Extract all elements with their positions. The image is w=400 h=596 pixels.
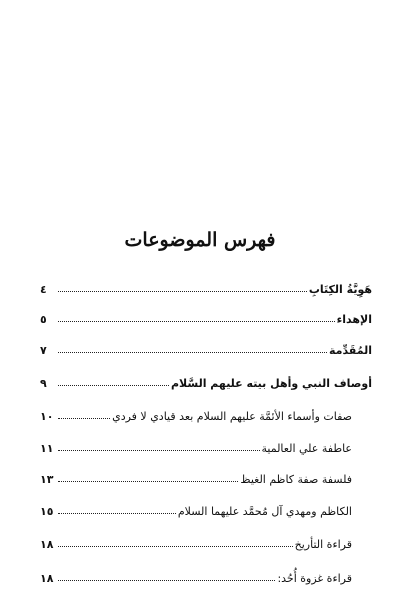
toc-leader-dots (58, 481, 238, 482)
toc-entry (40, 335, 372, 357)
toc-entry (40, 304, 372, 326)
toc-entry-label: المُقَدِّمة (328, 344, 372, 357)
toc-leader-dots (58, 450, 260, 451)
toc-entry (40, 563, 372, 585)
toc-entry-label: الكاظم ومهدي آل مُحمَّد عليهما السلام (177, 505, 352, 518)
toc-entry-page: ١٥ (40, 505, 54, 518)
toc-entry-label: قراءة غزوة أُحُد: (277, 572, 352, 585)
toc-entry-label: هَوِيَّةُ الكِتَابِ (308, 283, 372, 296)
toc-leader-dots (58, 580, 275, 581)
toc-leader-dots (58, 352, 327, 353)
toc-entry-label: أوصاف النبي وأهل بيته عليهم السَّلام (170, 377, 372, 390)
toc-entry (40, 529, 372, 551)
toc-entry-page: ٩ (40, 377, 47, 390)
toc-title: فهرس الموضوعات (124, 229, 276, 251)
toc-entry (40, 401, 372, 423)
toc-entry-label: صفات وأسماء الأئمَّة عليهم السلام بعد قيادي لا فردي (112, 410, 352, 423)
toc-entry-page: ١١ (40, 442, 54, 455)
toc-entry-page: ٥ (40, 313, 47, 326)
toc-entry-page: ٤ (40, 283, 47, 296)
toc-entry-page: ١٨ (40, 538, 54, 551)
toc-entry-label: قراءة التأريخ (294, 538, 352, 551)
toc-entry (40, 496, 372, 518)
toc-entry-page: ٧ (40, 344, 47, 357)
toc-leader-dots (58, 291, 307, 292)
toc-entry (40, 433, 372, 455)
toc-entry-label: عاطفة علي العالمية (261, 442, 352, 455)
toc-entry-label: فلسفة صفة كاظم الغيظ (240, 473, 352, 486)
toc-entry-label: الإهداء (336, 313, 372, 326)
toc-entry (40, 274, 372, 296)
toc-entry-page: ١٠ (40, 410, 54, 423)
toc-leader-dots (58, 385, 169, 386)
toc-leader-dots (58, 546, 293, 547)
toc-entry (40, 368, 372, 390)
toc-entry-page: ١٨ (40, 572, 54, 585)
toc-entry (40, 464, 372, 486)
toc-leader-dots (58, 321, 335, 322)
toc-leader-dots (58, 418, 110, 419)
toc-leader-dots (58, 513, 176, 514)
toc-entry-page: ١٣ (40, 473, 54, 486)
